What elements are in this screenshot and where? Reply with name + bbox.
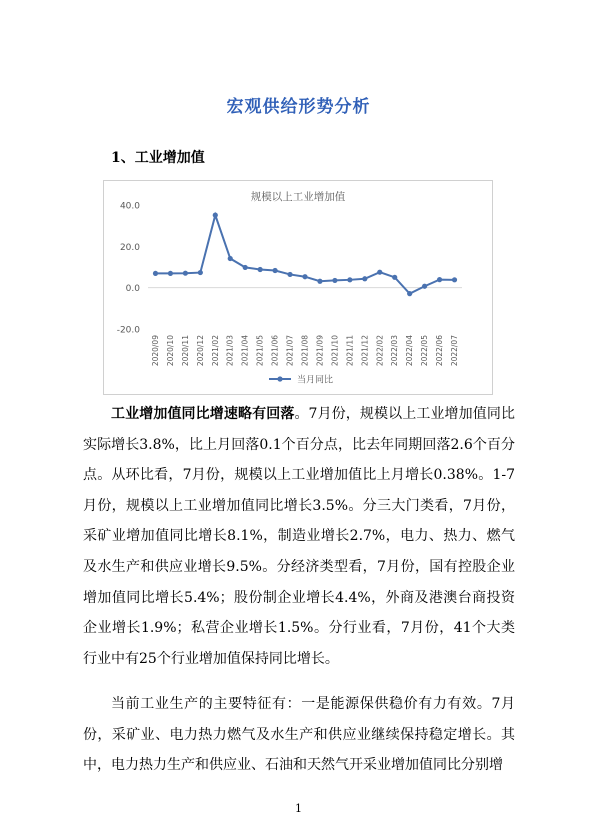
data-point bbox=[377, 270, 382, 275]
chart-legend bbox=[269, 374, 333, 386]
data-point bbox=[153, 271, 158, 276]
chart-title: 规模以上工业增加值 bbox=[250, 191, 346, 203]
data-point bbox=[183, 271, 188, 276]
line-chart bbox=[103, 180, 493, 395]
data-point bbox=[258, 267, 263, 272]
x-tick-label: 2021/03 bbox=[225, 335, 235, 367]
paragraph-2 bbox=[83, 689, 515, 781]
data-point bbox=[243, 265, 248, 270]
x-tick-label: 2021/05 bbox=[255, 335, 265, 367]
series-layer bbox=[153, 213, 457, 297]
x-tick-label: 2022/06 bbox=[435, 335, 445, 367]
data-point bbox=[213, 213, 218, 218]
y-tick-label: 20.0 bbox=[119, 242, 140, 253]
x-tick-label: 2021/10 bbox=[330, 335, 340, 367]
x-tick-label: 2021/08 bbox=[300, 335, 310, 367]
x-tick-label: 2021/09 bbox=[315, 335, 325, 367]
data-point bbox=[437, 277, 442, 282]
x-tick-label: 2022/03 bbox=[390, 335, 400, 367]
series-line bbox=[155, 215, 454, 294]
data-point bbox=[168, 271, 173, 276]
data-point bbox=[302, 274, 307, 279]
x-tick-label: 2021/12 bbox=[360, 335, 370, 367]
x-tick-label: 2020/09 bbox=[150, 335, 160, 367]
x-tick-label: 2020/10 bbox=[165, 335, 175, 367]
x-tick-label: 2021/07 bbox=[285, 335, 295, 367]
legend-label: 当月同比 bbox=[297, 375, 334, 386]
y-tick-label: 40.0 bbox=[119, 201, 140, 212]
data-point bbox=[272, 268, 277, 273]
data-point bbox=[332, 278, 337, 283]
paragraph-lead: 工业增加值同比增速略有回落 bbox=[111, 406, 295, 422]
data-point bbox=[422, 284, 427, 289]
x-tick-label: 2021/04 bbox=[240, 335, 250, 367]
x-tick-label: 2021/11 bbox=[345, 335, 355, 367]
x-tick-label: 2021/06 bbox=[270, 335, 280, 367]
data-point bbox=[392, 275, 397, 280]
data-point bbox=[228, 256, 233, 261]
section-heading: 1、工业增加值 bbox=[111, 150, 205, 166]
page-number: 1 bbox=[295, 802, 302, 815]
x-tick-label: 2020/11 bbox=[180, 335, 190, 367]
y-tick-label: 0.0 bbox=[125, 284, 140, 295]
data-point bbox=[407, 291, 412, 296]
data-point bbox=[198, 270, 203, 275]
x-tick-label: 2021/02 bbox=[210, 335, 220, 367]
paragraph-text: 当前工业生产的主要特征有：一是能源保供稳价有力有效。7月份，采矿业、电力热力燃气及水生产和供应业继续保持稳定增长。其中，电力热力生产和供应业、石油和天然气开采业增加值同比分别增 bbox=[83, 696, 515, 774]
chart-axes bbox=[117, 202, 462, 367]
chart-canvas bbox=[104, 181, 492, 394]
page-title: 宏观供给形势分析 bbox=[226, 97, 371, 117]
x-tick-label: 2022/05 bbox=[420, 335, 430, 367]
y-tick-label: -20.0 bbox=[116, 325, 140, 336]
data-point bbox=[452, 277, 457, 282]
data-point bbox=[287, 272, 292, 277]
data-point bbox=[317, 279, 322, 284]
paragraph-text: 。7月份，规模以上工业增加值同比实际增长3.8%，比上月回落0.1个百分点，比去年同期回落2.6个百分点。从环比看，7月份，规模以上工业增加值比上月增长0.38%。1-7月份，规模以上工业增加值同比增长3.5%。分三大门类看，7月份，采矿业增加值同比增长8.1%，制造业增长2.7%，电力、热力、燃气及水生产和供应业增长9.5%。分经济类型看，7月份，国有控股企业增加值同比增长5.4%；股份制企业增长4.4%，外商及港澳台商投资企业增长1.9%；私营企业增长1.5%。分行业看，7月份，41个大类行业中有25个行业增加值保持同比增长。 bbox=[83, 406, 515, 667]
x-tick-label: 2020/12 bbox=[195, 335, 205, 367]
x-tick-label: 2022/04 bbox=[405, 335, 415, 367]
data-point bbox=[362, 276, 367, 281]
data-point bbox=[347, 277, 352, 282]
legend-marker bbox=[277, 376, 282, 381]
x-tick-label: 2022/07 bbox=[450, 335, 460, 367]
paragraph-1 bbox=[83, 399, 515, 674]
x-tick-label: 2022/02 bbox=[375, 335, 385, 367]
